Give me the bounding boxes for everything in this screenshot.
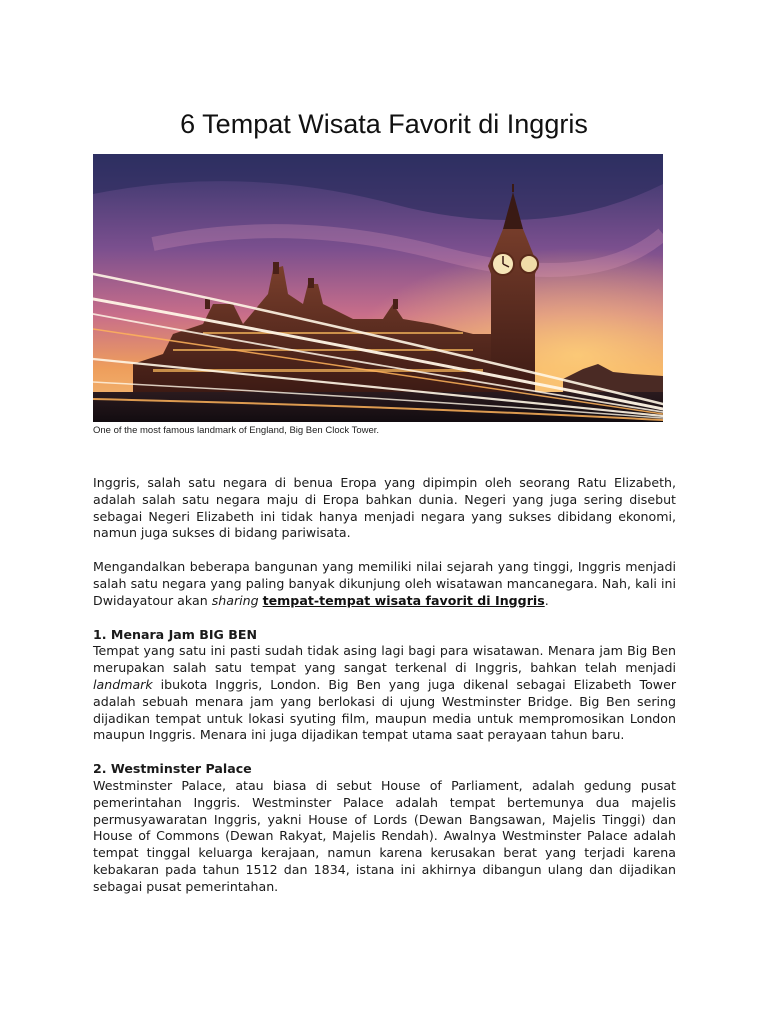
favorite-places-link[interactable]: tempat-tempat wisata favorit di Inggris xyxy=(262,592,545,608)
section-body-westminster: Westminster Palace, atau biasa di sebut House of Parliament, adalah gedung pusat pemerintahan Inggris. Westminster Palace adalah tempat bertemunya dua majelis permusyawaratan Inggris, yakni House of Lords (Dewan Bangsawan, Majelis Tinggi) dan House of Commons (Dewan Rakyat, Majelis Rendah). Awalnya Westminster Palace adalah tempat tinggal keluarga kerajaan, namun karena kerusakan berat yang terjadi karena kebakaran pada tahun 1512 dan 1834, istana ini akhirnya dibangun ulang dan dijadikan sebagai pusat pemerintahan. xyxy=(93,777,676,894)
page-title: 6 Tempat Wisata Favorit di Inggris xyxy=(180,109,588,139)
image-caption: One of the most famous landmark of England, Big Ben Clock Tower. xyxy=(93,425,380,436)
para2-text: Mengandalkan beberapa bangunan yang memiliki nilai sejarah yang tinggi, Inggris menjadi salah satu negara yang paling banyak dikunjung oleh wisatawan mancanegara. Nah, kali ini Dwidayatour akan xyxy=(93,559,676,608)
big-ben-text-end: ibukota Inggris, London. Big Ben yang juga dikenal sebagai Elizabeth Tower adalah sebuah menara jam yang berlokasi di ujung Westminster Bridge. Big Ben sering dijadikan tempat untuk lokasi syuting film, maupun media untuk mempromosikan London maupun Inggris. Menara ini juga dijadikan tempat utama saat perayaan tahun baru. xyxy=(93,676,676,743)
section-heading-westminster: 2. Westminster Palace xyxy=(93,761,252,777)
section-big-ben xyxy=(93,627,676,745)
big-ben-photo xyxy=(93,154,663,422)
big-ben-text: Tempat yang satu ini pasti sudah tidak asing lagi bagi para wisatawan. Menara jam Big Ben merupakan salah satu tempat yang sangat terkenal di Inggris, bahkan telah menjadi xyxy=(93,643,676,676)
para2-end: . xyxy=(544,592,549,608)
section-westminster xyxy=(93,761,676,895)
second-paragraph xyxy=(93,559,676,609)
article-body xyxy=(93,475,676,913)
section-heading-big-ben: 1. Menara Jam BIG BEN xyxy=(93,626,258,642)
intro-paragraph: Inggris, salah satu negara di benua Eropa yang dipimpin oleh seorang Ratu Elizabeth, adalah salah satu negara maju di Eropa bahkan dunia. Negeri yang juga sering disebut sebagai Negeri Elizabeth ini tidak hanya menjadi negara yang sukses dibidang ekonomi, namun juga sukses di bidang pariwisata. xyxy=(93,475,676,541)
big-ben-italic: landmark xyxy=(93,676,153,692)
para2-italic: sharing xyxy=(211,592,259,608)
section-body-big-ben xyxy=(93,643,676,744)
